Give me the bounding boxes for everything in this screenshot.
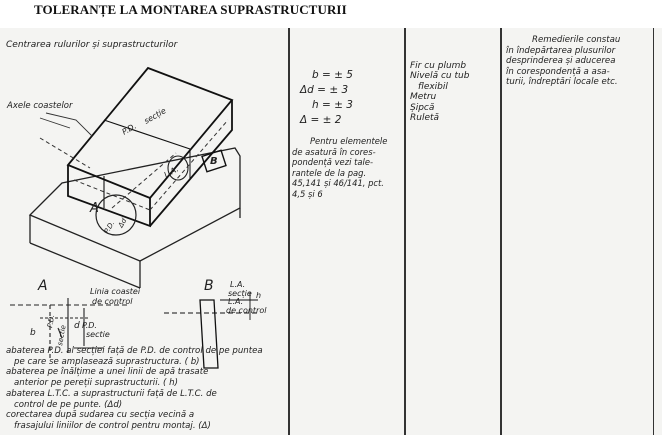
note-line: de asatură în cores- <box>292 146 376 157</box>
remedy-line: turii, îndreptări locale etc. <box>506 77 618 87</box>
note-line: Pentru elementele <box>310 136 388 146</box>
tolerance-values <box>300 68 353 128</box>
column-divider-2 <box>404 28 406 435</box>
detail-b-letter: B <box>204 278 214 294</box>
detail-a-d: d <box>74 321 80 331</box>
remedy-line: desprinderea și aducerea <box>506 56 616 66</box>
tolerance-delta: Δ = ± 2 <box>300 114 342 126</box>
page-title: TOLERANȚE LA MONTAREA SUPRASTRUCTURII <box>34 2 347 17</box>
instrument-item: Nivelă cu tub <box>410 71 470 82</box>
tolerance-h: h = ± 3 <box>312 99 353 111</box>
deviations-list <box>6 346 263 432</box>
deviation-line: corectarea după sudarea cu secția vecină a <box>6 410 195 421</box>
detail-b-control: de control <box>226 306 267 315</box>
column-divider-4 <box>653 28 654 435</box>
detail-a-control: de control <box>92 297 133 306</box>
detail-a-letter: A <box>38 278 48 294</box>
detail-b-h: h <box>256 291 262 300</box>
label-delta-d: Δd <box>116 217 129 229</box>
label-pd-top: P.D. <box>120 121 138 137</box>
label-sectie-top: secție <box>142 106 168 126</box>
deviation-line: pe care se amplasează suprastructura. ( b) <box>14 356 200 367</box>
deviation-line: abaterea L.T.C. a suprastructurii față de L.T.C. de <box>6 388 217 399</box>
label-b-box: B <box>210 156 218 167</box>
note-line: 4,5 și 6 <box>292 188 323 199</box>
drawing-heading: Centrarea rulurilor și suprastructurilor <box>6 40 178 50</box>
detail-a-sectie: sectie <box>56 324 68 347</box>
remedy-line: în îndepărtarea plusurilor <box>506 45 616 56</box>
label-la-mid: L.A. <box>162 164 181 180</box>
detail-b-sectie: secție <box>228 289 252 298</box>
deviation-line: abaterea pe înălțime a unei linii de apă trasate <box>6 367 209 378</box>
remedy-line: în corespondență a asa- <box>506 66 610 77</box>
deviation-line: control de pe punte. (Δd) <box>14 399 123 410</box>
column-divider-1 <box>288 28 290 435</box>
column-divider-3 <box>500 28 502 435</box>
instrument-item: Șipcă <box>410 102 435 113</box>
note-line: pondență vezi tale- <box>292 157 374 168</box>
document-sheet <box>0 28 662 435</box>
remedies-text <box>506 35 620 88</box>
instruments-list <box>410 61 469 123</box>
remedy-line: Remedierile constau <box>532 35 621 45</box>
instrument-item: Fir cu plumb <box>410 61 467 71</box>
label-axe-coastelor: Axele coastelor <box>7 101 73 111</box>
detail-b-la-sectie: L.A. <box>230 280 246 289</box>
label-pd-small: P.D. <box>102 219 117 235</box>
deviation-line: frasajului liniilor de control pentru montaj. (Δ) <box>14 420 211 431</box>
instrument-item: Ruletă <box>410 113 440 124</box>
deviation-line: abaterea P.D. al secției față de P.D. de control de pe puntea <box>6 346 263 356</box>
label-a-marker: A <box>90 201 99 216</box>
note-line: 45,141 și 46/141, pct. <box>292 178 384 189</box>
detail-a-sectie2: sectie <box>86 330 110 339</box>
instrument-item: flexibil <box>418 81 448 92</box>
detail-a-pd2: P.D. <box>82 321 97 330</box>
detail-a-linia: Linia coastei <box>90 287 141 296</box>
tolerance-b: b = ± 5 <box>312 69 353 81</box>
instrument-item: Metru <box>410 92 437 103</box>
note-line: rantele de la pag. <box>292 167 367 178</box>
deviation-line: anterior pe pereții suprastructurii. ( h) <box>14 378 178 389</box>
detail-a-b: b <box>30 328 36 338</box>
detail-a-pd: P.D. <box>46 314 57 329</box>
tolerance-delta-d: Δd = ± 3 <box>300 84 349 96</box>
detail-b-la: L.A. <box>228 297 244 306</box>
tolerance-note <box>292 136 387 200</box>
